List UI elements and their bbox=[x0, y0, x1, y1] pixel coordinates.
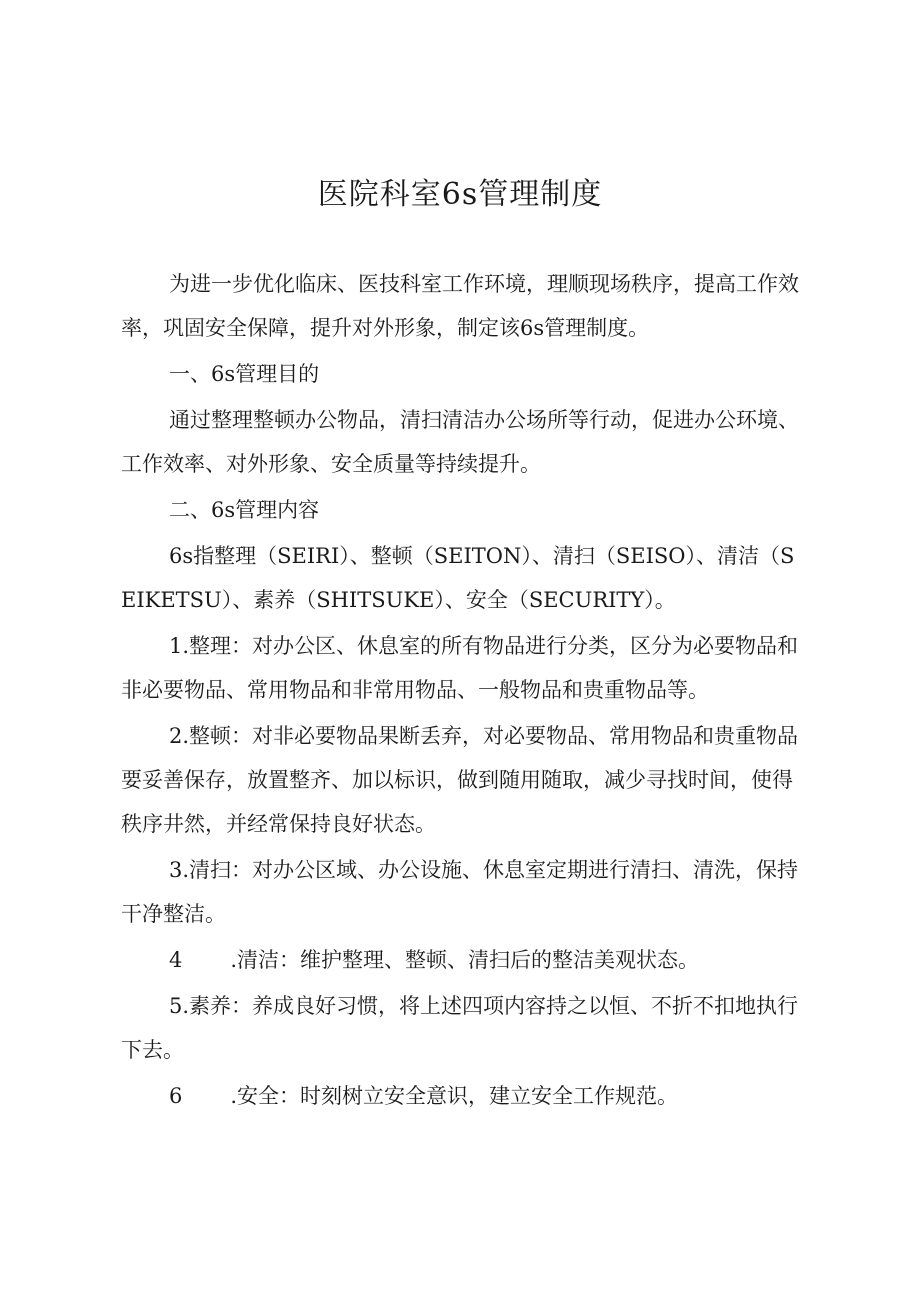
section-heading-content: 二、6s管理内容 bbox=[169, 498, 320, 522]
document-title: 医院科室6s管理制度 bbox=[317, 177, 603, 212]
document-body bbox=[121, 262, 805, 1120]
content-definition-paragraph: 6s指整理（SEIRI）、整顿（SEITON）、清扫（SEISO）、清洁（SEIKETSU）、素养（SHITSUKE）、安全（SECURITY）。 bbox=[121, 544, 795, 612]
item-3-seiso: 3.清扫：对办公区域、办公设施、休息室定期进行清扫、清洗，保持干净整洁。 bbox=[121, 858, 799, 926]
item-6-security bbox=[121, 1074, 805, 1118]
purpose-paragraph: 通过整理整顿办公物品，清扫清洁办公场所等行动，促进办公环境、工作效率、对外形象、安全质量等持续提升。 bbox=[121, 408, 799, 476]
item-4-number: 4 bbox=[169, 948, 183, 972]
item-5-shitsuke: 5.素养：养成良好习惯，将上述四项内容持之以恒、不折不扣地执行下去。 bbox=[121, 994, 799, 1062]
intro-paragraph: 为进一步优化临床、医技科室工作环境，理顺现场秩序，提高工作效率，巩固安全保障，提升对外形象，制定该6s管理制度。 bbox=[121, 272, 799, 340]
item-4-text: .清洁：维护整理、整顿、清扫后的整洁美观状态。 bbox=[230, 948, 700, 972]
item-6-number: 6 bbox=[169, 1084, 183, 1108]
item-4-seiketsu bbox=[121, 938, 805, 982]
section-heading-purpose: 一、6s管理目的 bbox=[169, 362, 320, 386]
item-2-seiton: 2.整顿：对非必要物品果断丢弃，对必要物品、常用物品和贵重物品要妥善保存，放置整齐、加以标识，做到随用随取，减少寻找时间，使得秩序井然，并经常保持良好状态。 bbox=[121, 724, 799, 836]
item-6-text: .安全：时刻树立安全意识，建立安全工作规范。 bbox=[230, 1084, 679, 1108]
item-1-seiri: 1.整理：对办公区、休息室的所有物品进行分类，区分为必要物品和非必要物品、常用物品和非常用物品、一般物品和贵重物品等。 bbox=[121, 634, 799, 702]
